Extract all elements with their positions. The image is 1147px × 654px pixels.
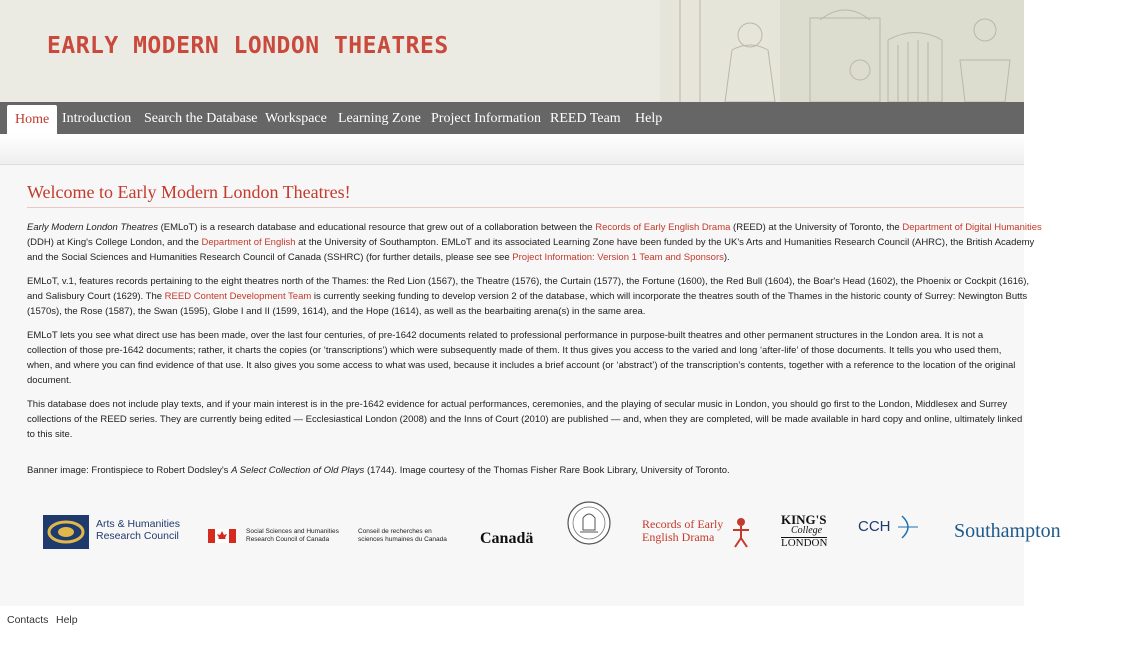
kings-line2: College xyxy=(791,525,823,536)
usage-paragraph xyxy=(27,328,1147,388)
text: to this site. xyxy=(27,429,73,440)
emlot-title-text: Early Modern London Theatres xyxy=(27,222,158,233)
sshrc-en-line1: Social Sciences and Humanities xyxy=(246,528,339,535)
text: This database does not include play texts, and if your main interest is in the pre-1642 evidence for actual performances, ceremonies, and the playing of secular music in London, you should go first to the London, Middlesex and Surrey xyxy=(27,399,1008,410)
text: A Select Collection of Old Plays xyxy=(231,465,365,476)
ahrc-line2: Research Council xyxy=(96,530,179,542)
kings-line3: LONDON xyxy=(781,537,828,549)
reed-line2: English Drama xyxy=(642,530,715,544)
sshrc-fr-line1: Conseil de recherches en xyxy=(358,528,432,535)
text: collections of the REED series. They are currently being edited — Ecclesiastical London (2008) and the Inns of Court (2010) are published — and, when they are completed, will be made available in hard copy and online, ultimately linked xyxy=(27,414,1023,425)
nav-workspace[interactable]: Workspace xyxy=(265,111,327,126)
footer xyxy=(0,606,1024,654)
reed-logo[interactable] xyxy=(642,518,757,552)
main-content xyxy=(0,164,1061,607)
sshrc-logo[interactable] xyxy=(208,528,458,552)
text: and the Social Sciences and Humanities Research Council of Canada (SSHRC) (for further details, please see see xyxy=(27,252,513,263)
nav-help[interactable]: Help xyxy=(635,111,663,126)
text: (EMLoT) is a research database and educational resource that grew out of a collaboration between the xyxy=(157,222,596,233)
kings-line1: KING'S xyxy=(781,512,827,527)
text: document. xyxy=(27,375,72,386)
text: ). xyxy=(723,252,730,263)
page-title: Welcome to Early Modern London Theatres! xyxy=(27,182,351,202)
sponsor-logos xyxy=(0,500,1061,560)
main-navigation xyxy=(0,102,1024,135)
scope-paragraph xyxy=(27,397,1147,442)
text: and Salisbury Court (1629). The xyxy=(27,291,165,302)
sshrc-en-line2: Research Council of Canada xyxy=(246,536,330,543)
text: at the University of Southampton. EMLoT and its associated Learning Zone have been funded by the UK's Arts and Humanities Research Council (AHRC), the British Academy xyxy=(295,237,1035,248)
text: EMLoT lets you see what direct use has been made, over the last four centuries, of pre-1642 documents related to professional performance in purpose-built theatres and other permanent structures in the London area. It is not a xyxy=(27,330,984,341)
department-english-link[interactable]: Department of English xyxy=(201,237,296,248)
ahrc-line1: Arts & Humanities xyxy=(96,518,181,530)
footer-contacts-link[interactable]: Contacts xyxy=(7,614,49,626)
nav-introduction[interactable]: Introduction xyxy=(62,111,132,126)
footer-help-link[interactable]: Help xyxy=(56,614,78,626)
university-seal-icon[interactable] xyxy=(566,500,612,546)
text: is currently seeking funding to develop version 2 of the database, which will incorporate the theatres south of the Thames in the historic county of Surrey: Newington Butts xyxy=(311,291,1028,302)
southampton-logo[interactable]: Southampton xyxy=(954,520,1061,542)
cch-swirl-icon xyxy=(894,514,920,540)
canada-flag-icon xyxy=(208,529,236,543)
nav-reed-team[interactable]: REED Team xyxy=(550,111,621,126)
nav-home[interactable]: Home xyxy=(7,105,57,134)
text: when, and where you can find evidence of that use. It also gives you some access to what was used, because it includes a brief account (or ‘abstract’) of the transcription’s contents, together with a reference to the location of the original xyxy=(27,360,1016,371)
site-title[interactable]: EARLY MODERN LONDON THEATRES xyxy=(47,33,449,59)
text: (REED) at the University of Toronto, the xyxy=(730,222,903,233)
canada-wordmark[interactable]: Canadä xyxy=(480,530,534,547)
reed-figure-icon xyxy=(728,516,754,548)
text: collection of those pre-1642 documents; rather, it charts the copies (or ‘transcriptions’) which were subsequently made of them. It thus gives you access to the varied and long ‘after-life’ of those documents. It tells you who used them, xyxy=(27,345,1002,356)
ahrc-emblem-icon xyxy=(42,514,90,550)
nav-search-database[interactable]: Search the Database xyxy=(144,111,258,126)
banner-engraving-image xyxy=(660,0,1024,102)
subnav-band xyxy=(0,134,1024,164)
text: EMLoT, v.1, features records pertaining to the eight theatres north of the Thames: the Red Lion (1567), the Theatre (1576), the Curtain (1577), the Fortune (1600), the Red Bull (1604), the Boar's Head (1602), the Phoenix or Cockpit (1616), xyxy=(27,276,1029,287)
text: (DDH) at King's College London, and the xyxy=(27,237,202,248)
nav-project-information[interactable]: Project Information xyxy=(431,111,542,126)
text: Banner image: Frontispiece to Robert Dodsley's xyxy=(27,465,232,476)
theatres-paragraph xyxy=(27,274,1147,319)
ahrc-logo[interactable] xyxy=(42,514,192,554)
cch-logo[interactable] xyxy=(858,518,928,548)
cch-wordmark: CCH xyxy=(858,518,891,535)
nav-learning-zone[interactable]: Learning Zone xyxy=(338,111,421,126)
sshrc-fr-line2: sciences humaines du Canada xyxy=(358,536,447,543)
reed-line1: Records of Early xyxy=(642,517,724,531)
project-information-link[interactable]: Project Information: Version 1 Team and Sponsors xyxy=(512,252,724,263)
text: (1744). Image courtesy of the Thomas Fisher Rare Book Library, University of Toronto. xyxy=(364,465,730,476)
reed-link[interactable]: Records of Early English Drama xyxy=(595,222,731,233)
ddh-link[interactable]: Department of Digital Humanities xyxy=(902,222,1042,233)
reed-content-team-link[interactable]: REED Content Development Team xyxy=(164,291,312,302)
intro-paragraph xyxy=(27,220,1147,265)
kings-college-logo[interactable] xyxy=(781,514,827,549)
banner-credit xyxy=(27,463,1147,478)
site-banner xyxy=(0,0,1024,102)
title-divider xyxy=(27,207,1024,208)
text: (1570s), the Rose (1587), the Swan (1595), Globe I and II (1599, 1614), and the Hope (1614), as well as the bearbaiting arena(s) in the same area. xyxy=(27,306,646,317)
